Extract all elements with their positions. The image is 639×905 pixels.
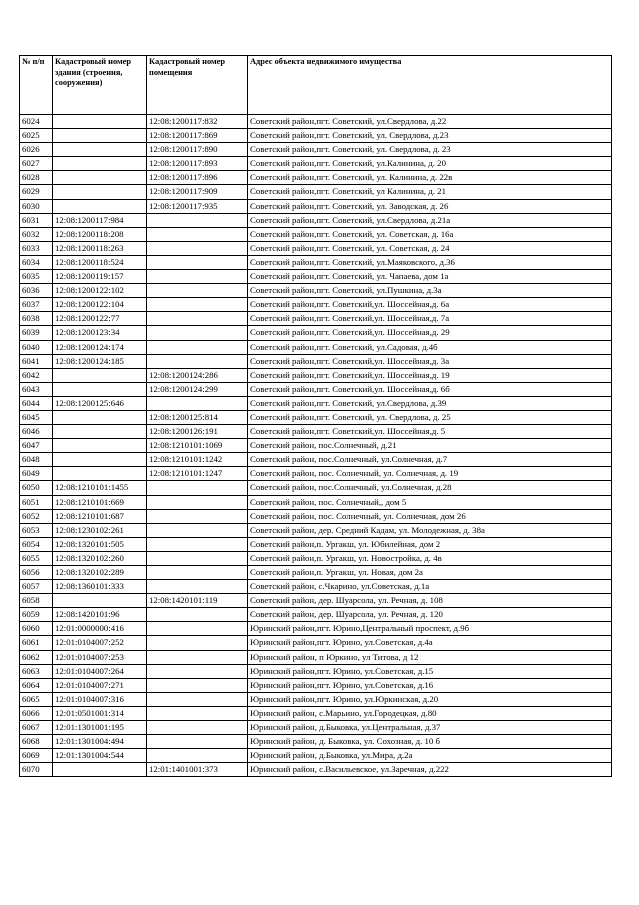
- cell-premises-cadastral-number: [147, 241, 248, 255]
- cell-building-cadastral-number: 12:01:1301004:494: [53, 735, 147, 749]
- cell-property-address: Юринский район,пгт. Юрино, ул.Советская, д.16: [248, 678, 612, 692]
- table-row: [20, 284, 612, 298]
- cell-property-address: Советский район,пгт. Советский, ул. Калинина, д. 22в: [248, 171, 612, 185]
- cell-property-address: Советский район,пгт. Советский, ул. Свердлова, д. 23: [248, 143, 612, 157]
- cell-property-address: Советский район,пгт. Советский, ул.Свердлова, д.39: [248, 396, 612, 410]
- cell-property-address: Советский район, пос.Солнечный, д.21: [248, 439, 612, 453]
- cell-premises-cadastral-number: [147, 566, 248, 580]
- table-row: [20, 227, 612, 241]
- cell-premises-cadastral-number: [147, 551, 248, 565]
- cell-row-number: 6032: [20, 227, 53, 241]
- cell-premises-cadastral-number: 12:08:1200117:832: [147, 115, 248, 129]
- cell-premises-cadastral-number: 12:08:1210101:1069: [147, 439, 248, 453]
- cell-row-number: 6034: [20, 255, 53, 269]
- cell-premises-cadastral-number: [147, 622, 248, 636]
- cell-premises-cadastral-number: [147, 298, 248, 312]
- table-row: [20, 706, 612, 720]
- cell-premises-cadastral-number: [147, 481, 248, 495]
- cell-property-address: Советский район,пгт. Советский, ул Калинина, д. 21: [248, 185, 612, 199]
- cell-building-cadastral-number: 12:01:1301004:544: [53, 749, 147, 763]
- cell-premises-cadastral-number: [147, 608, 248, 622]
- cell-premises-cadastral-number: 12:08:1420101:119: [147, 594, 248, 608]
- cell-property-address: Юринский район, с.Васильевское, ул.Заречная, д.222: [248, 763, 612, 777]
- cell-premises-cadastral-number: 12:08:1200124:299: [147, 382, 248, 396]
- cell-premises-cadastral-number: [147, 523, 248, 537]
- cell-premises-cadastral-number: [147, 284, 248, 298]
- cell-row-number: 6068: [20, 735, 53, 749]
- cell-premises-cadastral-number: [147, 636, 248, 650]
- table-row: [20, 213, 612, 227]
- cell-property-address: Советский район,пгт. Советский, ул. Чапаева, дом 1а: [248, 270, 612, 284]
- cell-premises-cadastral-number: [147, 312, 248, 326]
- table-row: [20, 650, 612, 664]
- cell-row-number: 6051: [20, 495, 53, 509]
- cell-property-address: Советский район, пос.Солнечный, ул.Солнечная, д.28: [248, 481, 612, 495]
- table-row: [20, 721, 612, 735]
- header-premises-cadastral-number: Кадастровый номер помещения: [147, 56, 248, 115]
- table-row: [20, 636, 612, 650]
- header-row-number: № п/п: [20, 56, 53, 115]
- cell-premises-cadastral-number: [147, 255, 248, 269]
- cell-building-cadastral-number: 12:01:0104007:253: [53, 650, 147, 664]
- cell-row-number: 6040: [20, 340, 53, 354]
- table-row: [20, 594, 612, 608]
- cell-row-number: 6070: [20, 763, 53, 777]
- cell-property-address: Советский район,пгт. Советский, ул. Свердлова, д. 25: [248, 410, 612, 424]
- cell-property-address: Советский район, пос. Солнечный, ул. Солнечная, д. 19: [248, 467, 612, 481]
- cell-property-address: Советский район,пгт. Советский,ул. Шоссейная,д. 7а: [248, 312, 612, 326]
- cell-building-cadastral-number: 12:01:0104007:271: [53, 678, 147, 692]
- table-row: [20, 382, 612, 396]
- cell-row-number: 6067: [20, 721, 53, 735]
- cell-row-number: 6039: [20, 326, 53, 340]
- cell-premises-cadastral-number: 12:08:1200117:896: [147, 171, 248, 185]
- cell-row-number: 6045: [20, 410, 53, 424]
- table-row: [20, 129, 612, 143]
- table-row: [20, 749, 612, 763]
- cell-premises-cadastral-number: [147, 735, 248, 749]
- cell-building-cadastral-number: 12:08:1200125:646: [53, 396, 147, 410]
- cell-premises-cadastral-number: 12:08:1200117:893: [147, 157, 248, 171]
- cell-property-address: Советский район,пгт. Советский, ул.Пушкина, д.3а: [248, 284, 612, 298]
- cell-row-number: 6049: [20, 467, 53, 481]
- cell-row-number: 6050: [20, 481, 53, 495]
- cell-row-number: 6033: [20, 241, 53, 255]
- cell-building-cadastral-number: [53, 171, 147, 185]
- cell-premises-cadastral-number: [147, 650, 248, 664]
- cell-building-cadastral-number: 12:08:1200122:77: [53, 312, 147, 326]
- cell-row-number: 6031: [20, 213, 53, 227]
- cell-building-cadastral-number: 12:01:0104007:264: [53, 664, 147, 678]
- cell-building-cadastral-number: 12:08:1200118:263: [53, 241, 147, 255]
- cell-row-number: 6061: [20, 636, 53, 650]
- cell-building-cadastral-number: 12:01:0104007:316: [53, 692, 147, 706]
- table-row: [20, 143, 612, 157]
- cell-building-cadastral-number: 12:08:1210101:669: [53, 495, 147, 509]
- cell-building-cadastral-number: [53, 439, 147, 453]
- cell-row-number: 6055: [20, 551, 53, 565]
- cell-row-number: 6037: [20, 298, 53, 312]
- cell-property-address: Юринский район, с.Марьино, ул.Городецкая, д.80: [248, 706, 612, 720]
- cell-property-address: Советский район,пгт. Советский, ул.Маяковского, д.36: [248, 255, 612, 269]
- cell-building-cadastral-number: 12:01:0104007:252: [53, 636, 147, 650]
- cell-property-address: Юринский район,пгт. Юрино, ул.Советская, д.4а: [248, 636, 612, 650]
- cell-row-number: 6029: [20, 185, 53, 199]
- table-row: [20, 115, 612, 129]
- cell-building-cadastral-number: [53, 143, 147, 157]
- cell-premises-cadastral-number: 12:08:1200117:869: [147, 129, 248, 143]
- cell-building-cadastral-number: 12:08:1200118:208: [53, 227, 147, 241]
- cell-row-number: 6047: [20, 439, 53, 453]
- cell-property-address: Юринский район, д.Быковка, ул.Мира, д.2а: [248, 749, 612, 763]
- cell-row-number: 6035: [20, 270, 53, 284]
- cell-row-number: 6044: [20, 396, 53, 410]
- cell-premises-cadastral-number: [147, 340, 248, 354]
- table-row: [20, 551, 612, 565]
- cell-row-number: 6041: [20, 354, 53, 368]
- cell-premises-cadastral-number: [147, 227, 248, 241]
- cell-premises-cadastral-number: [147, 692, 248, 706]
- table-header-row: [20, 56, 612, 115]
- cell-premises-cadastral-number: 12:08:1200117:935: [147, 199, 248, 213]
- table-row: [20, 396, 612, 410]
- table-row: [20, 241, 612, 255]
- cell-row-number: 6026: [20, 143, 53, 157]
- cell-property-address: Советский район,пгт. Советский, ул.Свердлова, д.21а: [248, 213, 612, 227]
- cell-property-address: Советский район, дер. Шуарсола, ул. Речная, д. 120: [248, 608, 612, 622]
- cell-row-number: 6058: [20, 594, 53, 608]
- table-row: [20, 537, 612, 551]
- cell-property-address: Юринский район, п Юркино, ул Титова, д 12: [248, 650, 612, 664]
- cell-premises-cadastral-number: 12:08:1200125:814: [147, 410, 248, 424]
- cell-building-cadastral-number: 12:08:1360101:333: [53, 580, 147, 594]
- cell-building-cadastral-number: 12:08:1200122:104: [53, 298, 147, 312]
- cell-property-address: Юринский район,пгт. Юрино, ул.Советская, д.15: [248, 664, 612, 678]
- cell-row-number: 6054: [20, 537, 53, 551]
- cell-property-address: Советский район, дер. Шуарсола, ул. Речная, д. 108: [248, 594, 612, 608]
- cell-row-number: 6030: [20, 199, 53, 213]
- header-property-address: Адрес объекта недвижимого имущества: [248, 56, 612, 115]
- cell-property-address: Советский район,пгт. Советский, ул. Советская, д. 16а: [248, 227, 612, 241]
- cell-property-address: Юринский район,пгт. Юрино, ул.Юркинская, д.20: [248, 692, 612, 706]
- table-row: [20, 425, 612, 439]
- cell-property-address: Советский район,п. Ургакш, ул. Новая, дом 2а: [248, 566, 612, 580]
- table-row: [20, 481, 612, 495]
- table-row: [20, 509, 612, 523]
- table-row: [20, 354, 612, 368]
- cell-property-address: Советский район, с.Чкарино, ул.Советская, д.1а: [248, 580, 612, 594]
- cell-building-cadastral-number: [53, 425, 147, 439]
- table-row: [20, 692, 612, 706]
- cell-premises-cadastral-number: [147, 509, 248, 523]
- cell-building-cadastral-number: 12:08:1320102:289: [53, 566, 147, 580]
- cell-row-number: 6066: [20, 706, 53, 720]
- cell-building-cadastral-number: 12:08:1200118:524: [53, 255, 147, 269]
- table-row: [20, 467, 612, 481]
- cell-building-cadastral-number: 12:08:1210101:1455: [53, 481, 147, 495]
- cell-building-cadastral-number: 12:08:1200124:185: [53, 354, 147, 368]
- cell-building-cadastral-number: 12:08:1200119:157: [53, 270, 147, 284]
- cell-building-cadastral-number: 12:01:1301001:195: [53, 721, 147, 735]
- cell-building-cadastral-number: [53, 185, 147, 199]
- table-row: [20, 678, 612, 692]
- cell-property-address: Советский район,пгт. Советский, ул. Свердлова, д.23: [248, 129, 612, 143]
- table-row: [20, 664, 612, 678]
- cell-row-number: 6025: [20, 129, 53, 143]
- header-building-cadastral-number: Кадастровый номер здания (строения, сооружения): [53, 56, 147, 115]
- table-row: [20, 580, 612, 594]
- cell-premises-cadastral-number: [147, 706, 248, 720]
- cell-row-number: 6057: [20, 580, 53, 594]
- cell-property-address: Юринский район, д. Быковка, ул. Сохозная, д. 10 б: [248, 735, 612, 749]
- cell-row-number: 6065: [20, 692, 53, 706]
- table-row: [20, 270, 612, 284]
- cell-building-cadastral-number: 12:01:0000000:416: [53, 622, 147, 636]
- cell-building-cadastral-number: 12:08:1230102:261: [53, 523, 147, 537]
- cell-building-cadastral-number: [53, 129, 147, 143]
- cell-row-number: 6059: [20, 608, 53, 622]
- table-row: [20, 171, 612, 185]
- table-row: [20, 453, 612, 467]
- cell-property-address: Советский район,пгт. Советский, ул.Калинина, д. 20: [248, 157, 612, 171]
- table-body: [20, 115, 612, 777]
- cell-building-cadastral-number: 12:08:1200124:174: [53, 340, 147, 354]
- cell-property-address: Советский район,пгт. Советский, ул. Заводская, д. 26: [248, 199, 612, 213]
- cell-premises-cadastral-number: 12:08:1210101:1247: [147, 467, 248, 481]
- cell-property-address: Советский район, дер. Средний Кадам, ул. Молодежная, д. 38а: [248, 523, 612, 537]
- cell-row-number: 6048: [20, 453, 53, 467]
- cell-row-number: 6062: [20, 650, 53, 664]
- cell-building-cadastral-number: 12:08:1320101:505: [53, 537, 147, 551]
- table-row: [20, 368, 612, 382]
- cell-row-number: 6063: [20, 664, 53, 678]
- cell-row-number: 6056: [20, 566, 53, 580]
- cell-row-number: 6043: [20, 382, 53, 396]
- table-row: [20, 608, 612, 622]
- cell-property-address: Советский район,пгт. Советский,ул. Шоссейная,д. 19: [248, 368, 612, 382]
- cell-premises-cadastral-number: [147, 749, 248, 763]
- cell-premises-cadastral-number: [147, 270, 248, 284]
- cell-property-address: Советский район,пгт. Советский,ул. Шоссейная,д. 5: [248, 425, 612, 439]
- cell-building-cadastral-number: [53, 453, 147, 467]
- cell-property-address: Советский район,пгт. Советский,ул. Шоссейная,д. 3а: [248, 354, 612, 368]
- cell-premises-cadastral-number: 12:08:1200117:890: [147, 143, 248, 157]
- cell-property-address: Советский район,пгт. Советский,ул. Шоссейная,д. 6б: [248, 382, 612, 396]
- cell-building-cadastral-number: [53, 467, 147, 481]
- cell-premises-cadastral-number: [147, 495, 248, 509]
- cell-property-address: Советский район,пгт. Советский,ул. Шоссейная,д. 29: [248, 326, 612, 340]
- cell-premises-cadastral-number: [147, 537, 248, 551]
- cell-property-address: Советский район, пос. Солнечный, ул. Солнечная, дом 26: [248, 509, 612, 523]
- table-row: [20, 326, 612, 340]
- cell-row-number: 6028: [20, 171, 53, 185]
- cell-premises-cadastral-number: 12:08:1200124:286: [147, 368, 248, 382]
- cell-row-number: 6060: [20, 622, 53, 636]
- cell-row-number: 6042: [20, 368, 53, 382]
- table-row: [20, 763, 612, 777]
- cell-row-number: 6038: [20, 312, 53, 326]
- cell-property-address: Советский район,пгт. Советский,ул. Шоссейная,д. 6а: [248, 298, 612, 312]
- cell-property-address: Советский район,п. Ургакш, ул. Новостройка, д. 4в: [248, 551, 612, 565]
- table-row: [20, 622, 612, 636]
- table-row: [20, 566, 612, 580]
- property-register-table: [19, 55, 612, 777]
- cell-building-cadastral-number: 12:08:1200122:102: [53, 284, 147, 298]
- cell-premises-cadastral-number: [147, 354, 248, 368]
- cell-building-cadastral-number: 12:08:1210101:687: [53, 509, 147, 523]
- table-row: [20, 255, 612, 269]
- cell-building-cadastral-number: [53, 410, 147, 424]
- cell-premises-cadastral-number: 12:08:1200117:909: [147, 185, 248, 199]
- table-row: [20, 340, 612, 354]
- cell-building-cadastral-number: [53, 199, 147, 213]
- table-row: [20, 439, 612, 453]
- cell-building-cadastral-number: 12:08:1200117:984: [53, 213, 147, 227]
- table-row: [20, 185, 612, 199]
- cell-building-cadastral-number: [53, 594, 147, 608]
- cell-premises-cadastral-number: [147, 721, 248, 735]
- cell-row-number: 6064: [20, 678, 53, 692]
- cell-building-cadastral-number: [53, 763, 147, 777]
- cell-premises-cadastral-number: [147, 580, 248, 594]
- cell-premises-cadastral-number: [147, 664, 248, 678]
- cell-row-number: 6052: [20, 509, 53, 523]
- cell-row-number: 6027: [20, 157, 53, 171]
- cell-row-number: 6024: [20, 115, 53, 129]
- cell-building-cadastral-number: [53, 368, 147, 382]
- table-row: [20, 298, 612, 312]
- table-row: [20, 312, 612, 326]
- cell-property-address: Советский район,пгт. Советский, ул.Садовая, д.4б: [248, 340, 612, 354]
- cell-premises-cadastral-number: [147, 396, 248, 410]
- cell-building-cadastral-number: 12:01:0501001:314: [53, 706, 147, 720]
- cell-building-cadastral-number: [53, 382, 147, 396]
- table-row: [20, 523, 612, 537]
- cell-row-number: 6036: [20, 284, 53, 298]
- cell-building-cadastral-number: 12:08:1420101:96: [53, 608, 147, 622]
- cell-property-address: Советский район, пос. Солнечный,, дом 5: [248, 495, 612, 509]
- cell-building-cadastral-number: [53, 115, 147, 129]
- cell-premises-cadastral-number: 12:08:1200126:191: [147, 425, 248, 439]
- cell-premises-cadastral-number: [147, 326, 248, 340]
- cell-property-address: Юринский район,пгт. Юрино,Центральный проспект, д.9б: [248, 622, 612, 636]
- cell-property-address: Советский район,п. Ургакш, ул. Юбилейная, дом 2: [248, 537, 612, 551]
- table-row: [20, 735, 612, 749]
- cell-property-address: Советский район,пгт. Советский, ул.Свердлова, д.22: [248, 115, 612, 129]
- cell-premises-cadastral-number: 12:01:1401001:373: [147, 763, 248, 777]
- cell-premises-cadastral-number: [147, 678, 248, 692]
- cell-row-number: 6046: [20, 425, 53, 439]
- cell-property-address: Советский район,пгт. Советский, ул. Советская, д. 24: [248, 241, 612, 255]
- cell-row-number: 6053: [20, 523, 53, 537]
- cell-property-address: Советский район, пос.Солнечный, ул.Солнечная, д.7: [248, 453, 612, 467]
- cell-premises-cadastral-number: 12:08:1210101:1242: [147, 453, 248, 467]
- cell-property-address: Юринский район, д.Быковка, ул.Центральная, д.37: [248, 721, 612, 735]
- cell-row-number: 6069: [20, 749, 53, 763]
- table-row: [20, 199, 612, 213]
- table-row: [20, 495, 612, 509]
- cell-premises-cadastral-number: [147, 213, 248, 227]
- table-row: [20, 410, 612, 424]
- cell-building-cadastral-number: 12:08:1200123:34: [53, 326, 147, 340]
- cell-building-cadastral-number: 12:08:1320102:260: [53, 551, 147, 565]
- table-row: [20, 157, 612, 171]
- cell-building-cadastral-number: [53, 157, 147, 171]
